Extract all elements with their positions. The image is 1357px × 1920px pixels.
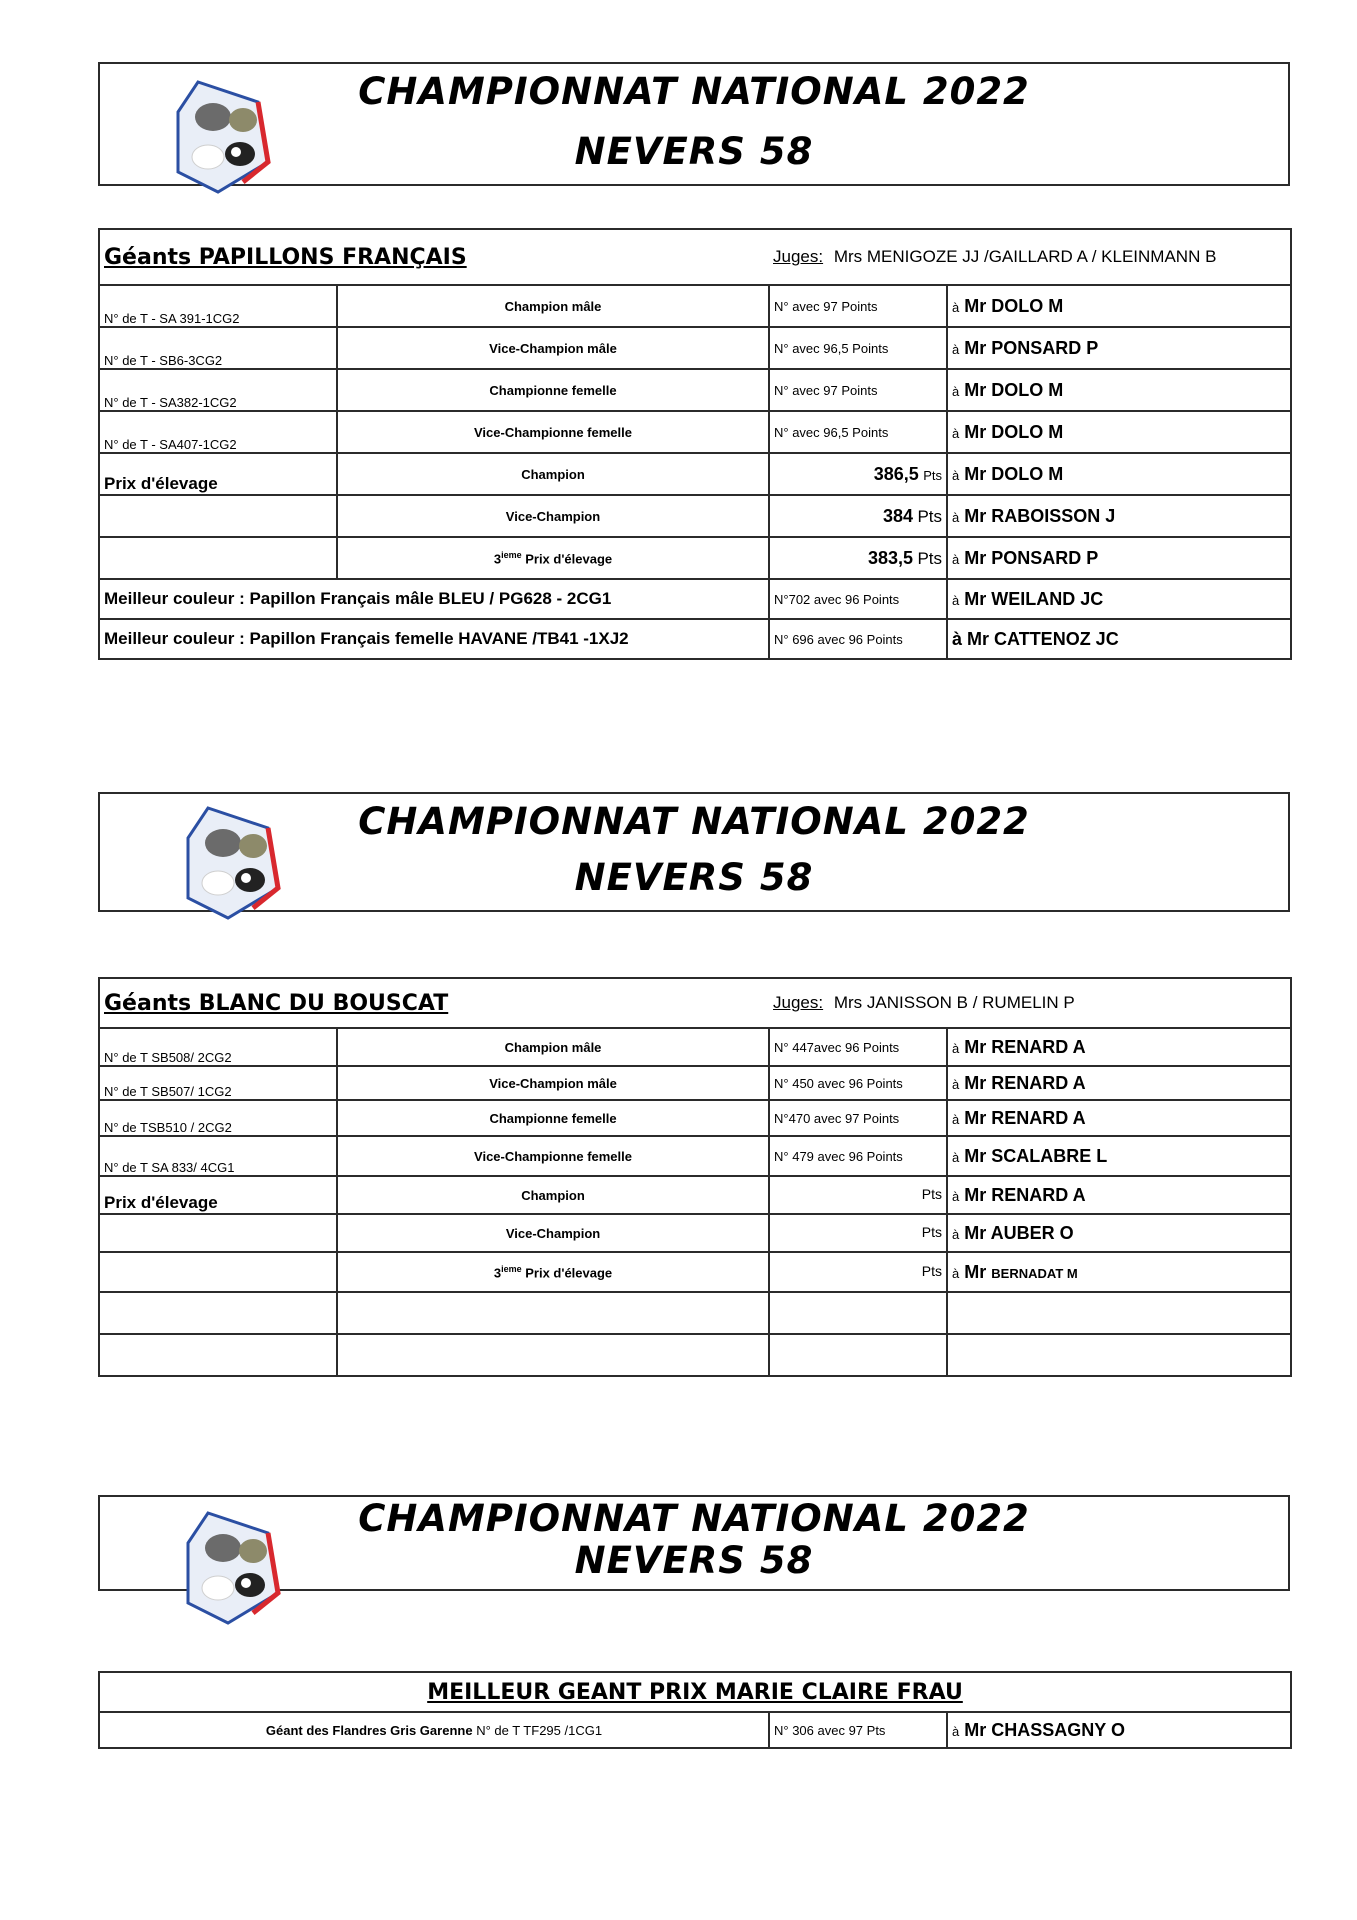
tattoo-ref: N° de TSB510 / 2CG2 [99,1100,337,1136]
table-row: Vice-Champion Pts à Mr AUBER O [99,1214,1291,1252]
winner: Mr RABOISSON J [964,505,1116,526]
points: N° 696 avec 96 Points [769,619,947,659]
winner: Mr DOLO M [964,379,1064,400]
tattoo-ref: N° de T SB508/ 2CG2 [99,1028,337,1066]
table-row: N° de T - SA407-1CG2 Vice-Championne femelle N° avec 96,5 Points à Mr DOLO M [99,411,1291,453]
judges-label: Juges: [773,247,824,266]
section-title: Géants BLANC DU BOUSCAT [104,990,449,1016]
banner-title-line2: NEVERS 58 [574,1539,814,1582]
table-row: Vice-Champion 384 Pts à Mr RABOISSON J [99,495,1291,537]
category: Championne femelle [337,1100,769,1136]
best-color-label: Meilleur couleur : Papillon Français femelle HAVANE /TB41 -1XJ2 [99,619,769,659]
winner: BERNADAT M [991,1265,1078,1281]
results-table-bouscat [98,977,1292,1377]
judges-names: Mrs JANISSON B / RUMELIN P [833,993,1075,1012]
header-banner-1 [98,62,1290,186]
table-row: Prix d'élevage Champion Pts à Mr RENARD A [99,1176,1291,1214]
winner: Mr RENARD A [964,1072,1086,1093]
banner-title-line1: CHAMPIONNAT NATIONAL 2022 [358,70,1030,113]
table-row-empty [99,1334,1291,1376]
points: N°470 avec 97 Points [769,1100,947,1136]
winner: Mr RENARD A [964,1107,1086,1128]
table-row: Géant des Flandres Gris Garenne N° de T TF295 /1CG1 N° 306 avec 97 Pts à Mr CHASSAGNY O [99,1712,1291,1748]
section-title: Géants PAPILLONS FRANÇAIS [104,244,467,270]
category: Champion mâle [337,285,769,327]
points: N°702 avec 96 Points [769,579,947,619]
judges-label: Juges: [773,993,824,1012]
winner: Mr CATTENOZ JC [967,628,1119,649]
banner-title-line1: CHAMPIONNAT NATIONAL 2022 [358,1497,1030,1540]
table-row: N° de T - SA 391-1CG2 Champion mâle N° avec 97 Points à Mr DOLO M [99,285,1291,327]
banner-title-line1: CHAMPIONNAT NATIONAL 2022 [358,800,1030,843]
winner: Mr DOLO M [964,295,1064,316]
table-row: Meilleur couleur : Papillon Français mâle BLEU / PG628 - 2CG1 N°702 avec 96 Points à Mr WEILAND JC [99,579,1291,619]
table-row: N° de T - SB6-3CG2 Vice-Champion mâle N° avec 96,5 Points à Mr PONSARD P [99,327,1291,369]
points: N° avec 97 Points [769,369,947,411]
table-row: N° de TSB510 / 2CG2 Championne femelle N°470 avec 97 Points à Mr RENARD A [99,1100,1291,1136]
category: Vice-Champion [337,1214,769,1252]
winner: Mr PONSARD P [964,547,1099,568]
tattoo-ref: N° de T SB507/ 1CG2 [99,1066,337,1100]
winner: Mr AUBER O [964,1222,1074,1243]
winner: Mr DOLO M [964,421,1064,442]
points-total: 384 [882,505,913,526]
table-row: 3ieme Prix d'élevage 383,5 Pts à Mr PONSARD P [99,537,1291,579]
category: Champion mâle [337,1028,769,1066]
category: Vice-Championne femelle [337,411,769,453]
category: Vice-Champion mâle [337,1066,769,1100]
winner: Mr PONSARD P [964,337,1099,358]
winner: Mr RENARD A [964,1036,1086,1057]
table-row-empty [99,1292,1291,1334]
category: Championne femelle [337,369,769,411]
points: N° avec 96,5 Points [769,411,947,453]
points: N° 450 avec 96 Points [769,1066,947,1100]
points: N° avec 97 Points [769,285,947,327]
winner: Mr DOLO M [964,463,1064,484]
banner-title-line2: NEVERS 58 [574,130,814,173]
points-total: 383,5 [867,547,913,568]
winner: Mr SCALABRE L [964,1145,1108,1166]
points: N° 306 avec 97 Pts [769,1712,947,1748]
category: 3ieme Prix d'élevage [337,537,769,579]
header-banner-2 [98,792,1290,912]
breed-label: Géant des Flandres Gris Garenne [265,1722,473,1738]
category: Champion [337,453,769,495]
table-row: N° de T - SA382-1CG2 Championne femelle N° avec 97 Points à Mr DOLO M [99,369,1291,411]
table-row: Meilleur couleur : Papillon Français femelle HAVANE /TB41 -1XJ2 N° 696 avec 96 Points à Mr CATTENOZ JC [99,619,1291,659]
winner: Mr CHASSAGNY O [964,1719,1125,1740]
table-row: Prix d'élevage Champion 386,5 Pts à Mr DOLO M [99,453,1291,495]
judges-names: Mrs MENIGOZE JJ /GAILLARD A / KLEINMANN B [833,247,1217,266]
category: 3ieme Prix d'élevage [337,1252,769,1292]
table-row: N° de T SB507/ 1CG2 Vice-Champion mâle N° 450 avec 96 Points à Mr RENARD A [99,1066,1291,1100]
tattoo-ref: N° de T - SA382-1CG2 [99,369,337,411]
tattoo-ref: N° de T SA 833/ 4CG1 [99,1136,337,1176]
tattoo-ref: N° de T - SA407-1CG2 [99,411,337,453]
tattoo-ref: N° de T TF295 /1CG1 [476,1722,603,1738]
section-title: MEILLEUR GEANT PRIX MARIE CLAIRE FRAU [99,1672,1291,1712]
best-color-label: Meilleur couleur : Papillon Français mâle BLEU / PG628 - 2CG1 [99,579,769,619]
category: Champion [337,1176,769,1214]
results-table-papillons [98,228,1292,660]
winner: Mr WEILAND JC [964,588,1104,609]
tattoo-ref: N° de T - SA 391-1CG2 [99,285,337,327]
header-banner-3 [98,1495,1290,1591]
category: Vice-Champion [337,495,769,537]
points: N° avec 96,5 Points [769,327,947,369]
results-table-meilleur-geant [98,1671,1292,1749]
table-row: N° de T SA 833/ 4CG1 Vice-Championne femelle N° 479 avec 96 Points à Mr SCALABRE L [99,1136,1291,1176]
tattoo-ref: N° de T - SB6-3CG2 [99,327,337,369]
banner-title-line2: NEVERS 58 [574,856,814,899]
points-total: 386,5 [873,463,919,484]
prix-label: Prix d'élevage [99,1176,337,1214]
category: Vice-Champion mâle [337,327,769,369]
winner: Mr RENARD A [964,1184,1086,1205]
table-row: 3ieme Prix d'élevage Pts à Mr BERNADAT M [99,1252,1291,1292]
points: N° 447avec 96 Points [769,1028,947,1066]
table-row: N° de T SB508/ 2CG2 Champion mâle N° 447avec 96 Points à Mr RENARD A [99,1028,1291,1066]
prix-label: Prix d'élevage [99,453,337,495]
points: N° 479 avec 96 Points [769,1136,947,1176]
category: Vice-Championne femelle [337,1136,769,1176]
